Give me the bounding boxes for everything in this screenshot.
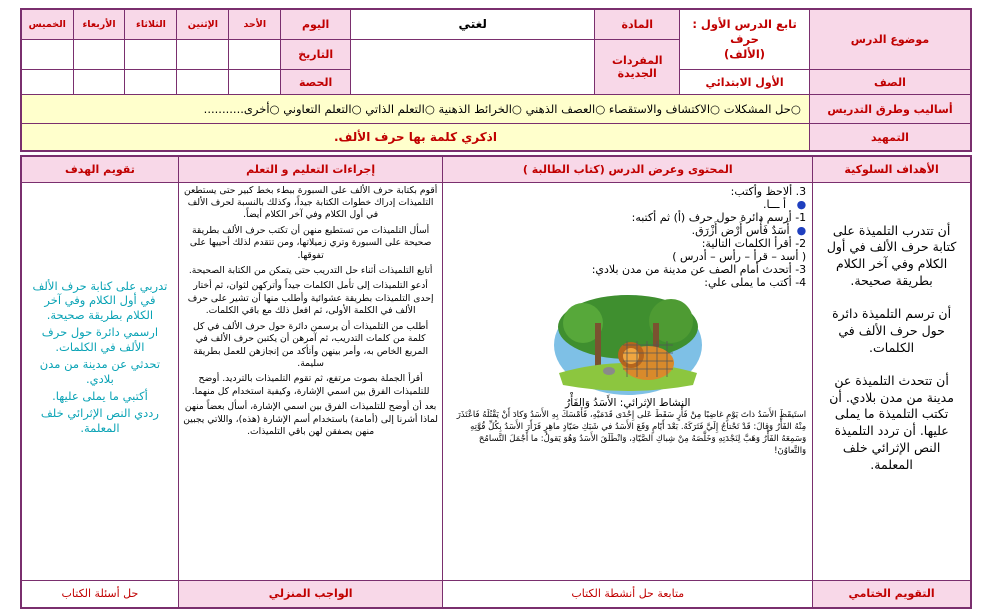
content-line-2-text: أ ـــا. bbox=[762, 197, 787, 211]
homework-label: الواجب المنزلي bbox=[178, 580, 443, 608]
bullet-icon: ● bbox=[796, 197, 807, 211]
procedures-column bbox=[178, 182, 443, 580]
grade-value: الأول الابتدائي bbox=[680, 70, 810, 95]
period-cell-3 bbox=[125, 70, 177, 95]
content-line-4-text: أَسَدٌ فَأْس أَرْض أَزْرَق. bbox=[691, 223, 790, 237]
goal-2: أن ترسم التلميذة دائرة حول حرف الألف في الكلمات. bbox=[832, 306, 952, 355]
date-cell-5 bbox=[21, 39, 73, 69]
procedure-6: أقرأ الجملة بصوت مرتفع، ثم تقوم التلميذات بالترديد. أوضح للتلميذات الفرق بين اسمي الإشارة، وكيفية استخدام كل منهما. bbox=[191, 373, 430, 397]
day-tuesday: الثلاثاء bbox=[125, 9, 177, 39]
evaluation-5: رددي النص الإثرائي خلف المعلمة. bbox=[40, 406, 159, 435]
procedure-3: أتابع التلميذات أثناء حل التدريب حتى يتمكن من الكتابة الصحيحة. bbox=[188, 265, 433, 277]
day-sunday: الأحد bbox=[229, 9, 281, 39]
content-line-2 bbox=[449, 198, 806, 211]
subject-value-line2: (الألف) bbox=[724, 46, 766, 61]
evaluation-4: أكتبي ما يملى عليها. bbox=[52, 389, 148, 404]
material-label: المادة bbox=[595, 9, 680, 39]
period-cell-4 bbox=[73, 70, 125, 95]
goal-1: أن تتدرب التلميذة على كتابة حرف الألف في أول الكلام وفي آخر الكلام بطريقة صحيحة. bbox=[826, 222, 957, 289]
period-cell-5 bbox=[21, 70, 73, 95]
trunk-icon bbox=[595, 323, 601, 368]
date-label: التاريخ bbox=[281, 39, 351, 69]
final-eval-value: متابعة حل أنشطة الكتاب bbox=[443, 580, 813, 608]
grade-label: الصف bbox=[809, 70, 971, 95]
content-line-7: 3- أتحدث أمام الصف عن مدينة من مدن بلادي: bbox=[591, 262, 807, 276]
content-line-8: 4- أكتب ما يملى علي: bbox=[704, 275, 807, 289]
day-thursday: الخميس bbox=[21, 9, 73, 39]
goals-header: الأهداف السلوكية bbox=[813, 156, 971, 182]
material-value: لغتي bbox=[351, 9, 595, 39]
date-cell-2 bbox=[177, 39, 229, 69]
evaluation-1: تدربي على كتابة حرف الألف في أول الكلام وفي آخر الكلام بطريقة صحيحة. bbox=[32, 278, 168, 323]
procedure-7: بعد أن أوضح للتلميذات الفرق بين اسمي الإشارة، أسأل بعضاً منهن لماذا أشرنا إلى (أمامة) باستخدام أسم الإشارة (هذه)، واللاتي يجبين منهن يصفقن لهن باقي التلميذات. bbox=[183, 401, 438, 438]
day-label: اليوم bbox=[281, 9, 351, 39]
procedure-2: أسأل التلميذات من تستطيع منهن أن تكتب حرف الألف بطريقة صحيحة على السبورة وتري زميلاتها، ومن تتقدم لذلك أحييها على تفوقها. bbox=[189, 224, 432, 261]
intro-text: اذكري كلمة بها حرف الألف. bbox=[21, 124, 809, 151]
bullet-icon: ● bbox=[796, 223, 807, 237]
mouse-icon bbox=[603, 367, 615, 375]
procedure-4: أدعو التلميذات إلى تأمل الكلمات جيداً وأتركهن لثوان، ثم أختار إحدى التلميذات بطريقة عشوائية وأطلب منها أن تشير على حرف الألف في الكلمة الأولى، ثم افعل ذلك مع باقي الكلمات. bbox=[187, 280, 434, 317]
activity-title: النشاط الإثرائي: الأَسَدُ وَالفَأْرُ bbox=[565, 396, 691, 409]
content-header: المحتوى وعرض الدرس (كتاب الطالبة ) bbox=[443, 156, 813, 182]
lion-mouse-illustration bbox=[553, 293, 703, 395]
intro-label: التمهيد bbox=[809, 124, 971, 151]
vocab-value bbox=[351, 39, 595, 94]
date-cell-1 bbox=[229, 39, 281, 69]
evaluation-column bbox=[21, 182, 178, 580]
methods-text: ○حل المشكلات ○الاكتشاف والاستقصاء ○العصف الذهني ○الخرائط الذهنية ○التعلم الذاتي ○التعلم التعاوني ○أخرى........... bbox=[21, 95, 809, 124]
content-line-3: 1- أرسم دائرة حول حرف (أ) ثم أكتبه: bbox=[631, 210, 807, 224]
day-monday: الإثنين bbox=[177, 9, 229, 39]
content-line-6: ( أسد – قرأ – رأس – أدرس ) bbox=[672, 249, 807, 263]
goals-column bbox=[813, 182, 971, 580]
evaluation-2: ارسمي دائرة حول حرف الألف في الكلمات. bbox=[41, 325, 159, 355]
content-line-5: 2- أقرأ الكلمات التالية: bbox=[701, 236, 807, 250]
content-column bbox=[443, 182, 813, 580]
content-line-4 bbox=[449, 224, 806, 237]
content-line-1: 3. ألاحظ وأكتب: bbox=[730, 184, 807, 198]
subject-value-line1: تابع الدرس الأول : حرف bbox=[692, 17, 797, 47]
subject-value bbox=[680, 9, 810, 70]
date-cell-4 bbox=[73, 39, 125, 69]
date-cell-3 bbox=[125, 39, 177, 69]
evaluation-3: تحدثي عن مدينة من مدن بلادي. bbox=[39, 357, 161, 387]
homework-value: حل أسئلة الكتاب bbox=[21, 580, 178, 608]
subject-label: موضوع الدرس bbox=[809, 9, 971, 70]
period-label: الحصة bbox=[281, 70, 351, 95]
vocab-label: المفردات الجديدة bbox=[595, 39, 680, 94]
evaluation-header: تقويم الهدف bbox=[21, 156, 178, 182]
final-eval-label: التقويم الختامي bbox=[813, 580, 971, 608]
lesson-body-table bbox=[20, 155, 972, 609]
lion-face-icon bbox=[623, 348, 639, 364]
methods-label: أساليب وطرق التدريس bbox=[809, 95, 971, 124]
period-cell-2 bbox=[177, 70, 229, 95]
procedure-1: أقوم بكتابة حرف الألف على السبورة ببطء بخط كبير حتى يستطعن التلميذات إدراك خطوات الكتابة جيداً، وكذلك بالنسبة لحرف الألف في أول الكلام وفي آخر الكلام أيضاً. bbox=[183, 184, 438, 221]
day-wednesday: الأربعاء bbox=[73, 9, 125, 39]
period-cell-1 bbox=[229, 70, 281, 95]
story-text: استَيقَظَ الأَسَدُ ذاتَ يَوْمٍ غاضِبًا مِنْ فَأْرٍ سَقَطَ عَلى إِحْدَى قَدَمَيْهِ، فَأَمْسَكَ بِهِ الأَسَدُ وَكادَ أَنْ يَقْتُلَهُ فَاعْتَذَرَ مِنْهُ الفَأْرُ وَقالَ: قَدْ تَحْتاجُ إِلَيَّ فَتَرَكَهُ. بَعْدَ أَيّامٍ وَقَعَ الأَسَدُ في شَبَكِ صَيّادٍ ماهِرٍ فَزَأَرَ الأَسَدُ بِكُلِّ قُوَّتِهِ وَسَمِعَهُ الفَأْرُ وَهَبَّ لِنَجْدَتِهِ وَخَلَّصَهُ مِنْ شِباكِ الصَّيّادِ، وَانْطَلَقَ الأَسَدُ وَهُوَ يَقولُ: ما أَجْمَلَ التَّسامُحَ وَالتَّعاوُنَ! bbox=[456, 409, 807, 457]
procedure-5: أطلب من التلميذات أن يرسمن دائرة حول حرف الألف في كل كلمة من كلمات التدريب، ثم آمرهن أن يكتبن حرف الألف في المربع الخاص به، وأمر بينهن وأتأكد من إنجازهن للعمل بطريقة سليمة. bbox=[193, 320, 429, 369]
lesson-header-table bbox=[20, 8, 972, 152]
goal-3: أن تتحدث التلميذة عن مدينة من مدن بلادي. أن تكتب التلميذة ما يملى عليها. أن تردد التلميذة النص الإثرائي خلف المعلمة. bbox=[829, 372, 954, 472]
procedures-header: إجراءات التعليم و التعلم bbox=[178, 156, 443, 182]
